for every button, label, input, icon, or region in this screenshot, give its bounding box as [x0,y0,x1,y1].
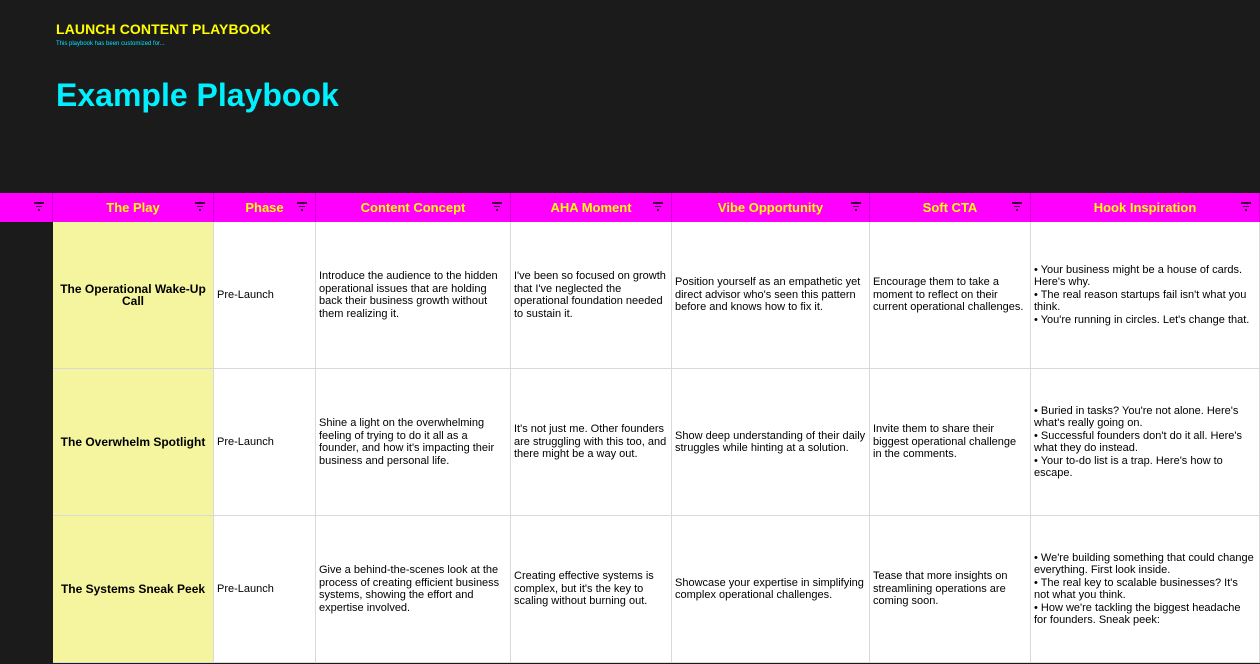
playbook-table [0,193,1260,664]
hook-item: • The real key to scalable businesses? It's not what you think. [1034,576,1238,601]
customized-for-subtitle: This playbook has been customized for... [56,41,165,47]
hook-item: • The real reason startups fail isn't what you think. [1034,288,1247,314]
hook-item: • Buried in tasks? You're not alone. Here's what's really going on. [1034,404,1239,429]
column-header-label: Hook Inspiration [1093,200,1197,215]
hook-item: • We're building something that could change everything. First look inside. [1034,551,1254,576]
cell-hook-inspiration[interactable] [1031,222,1260,369]
cell-content-concept[interactable]: Introduce the audience to the hidden operational issues that are holding back their business growth without them realizing it. [316,222,511,369]
cell-content-concept[interactable]: Give a behind-the-scenes look at the process of creating efficient business systems, showing the effort and expertise involved. [316,516,511,663]
column-header-aha-moment[interactable] [511,193,672,222]
hook-list [1034,552,1256,627]
cell-the-play[interactable]: The Systems Sneak Peek [53,516,214,663]
cell-phase[interactable]: Pre-Launch [214,222,316,369]
cell-vibe-opportunity[interactable]: Show deep understanding of their daily struggles while hinting at a solution. [672,369,870,516]
cell-aha-moment[interactable]: I've been so focused on growth that I've neglected the operational foundation needed to sustain it. [511,222,672,369]
hook-item: • Your to-do list is a trap. Here's how to escape. [1034,454,1223,479]
cell-aha-moment[interactable]: It's not just me. Other founders are struggling with this too, and there might be a way out. [511,369,672,516]
table-body [0,222,1260,663]
hook-item: • How we're tackling the biggest headache for founders. Sneak peek: [1034,601,1241,626]
cell-soft-cta[interactable]: Tease that more insights on streamlining operations are coming soon. [870,516,1031,663]
column-header-the-play[interactable] [53,193,214,222]
hook-item: • Your business might be a house of cards. Here's why. [1034,263,1243,289]
row-gutter[interactable] [0,369,53,516]
cell-content-concept[interactable]: Shine a light on the overwhelming feeling of trying to do it all as a founder, and how it's impacting their business and personal life. [316,369,511,516]
table-header-row [0,193,1260,222]
filter-icon[interactable] [1012,202,1022,212]
table-row [0,222,1260,369]
cell-vibe-opportunity[interactable]: Showcase your expertise in simplifying complex operational challenges. [672,516,870,663]
filter-icon[interactable] [195,202,205,212]
cell-hook-inspiration[interactable] [1031,516,1260,663]
column-header-hook-inspiration[interactable] [1031,193,1260,222]
cell-vibe-opportunity[interactable]: Position yourself as an empathetic yet direct advisor who's seen this pattern before and knows how to fix it. [672,222,870,369]
column-header-gutter[interactable] [0,193,53,222]
row-gutter[interactable] [0,222,53,369]
column-header-soft-cta[interactable] [870,193,1031,222]
hook-item: • Successful founders don't do it all. Here's what they do instead. [1034,429,1242,454]
table-row [0,369,1260,516]
filter-icon[interactable] [34,202,44,212]
cell-phase[interactable]: Pre-Launch [214,369,316,516]
filter-icon[interactable] [297,202,307,212]
table-row [0,516,1260,663]
column-header-label: Vibe Opportunity [717,200,824,215]
page-title: Example Playbook [56,77,339,113]
cell-the-play[interactable]: The Operational Wake-Up Call [53,222,214,369]
filter-icon[interactable] [851,202,861,212]
column-header-label: Phase [245,200,284,215]
cell-soft-cta[interactable]: Encourage them to take a moment to reflect on their current operational challenges. [870,222,1031,369]
page-header [0,0,1260,193]
column-header-label: Content Concept [360,200,466,215]
column-header-label: AHA Moment [550,200,632,215]
column-header-label: The Play [106,200,160,215]
column-header-label: Soft CTA [922,200,978,215]
filter-icon[interactable] [1241,202,1251,212]
hook-list [1034,264,1256,327]
cell-soft-cta[interactable]: Invite them to share their biggest operational challenge in the comments. [870,369,1031,516]
hook-list [1034,405,1256,480]
row-gutter[interactable] [0,516,53,663]
cell-phase[interactable]: Pre-Launch [214,516,316,663]
cell-hook-inspiration[interactable] [1031,369,1260,516]
filter-icon[interactable] [492,202,502,212]
column-header-content-concept[interactable] [316,193,511,222]
cell-aha-moment[interactable]: Creating effective systems is complex, but it's the key to scaling without burning out. [511,516,672,663]
cell-the-play[interactable]: The Overwhelm Spotlight [53,369,214,516]
column-header-phase[interactable] [214,193,316,222]
hook-item: • You're running in circles. Let's change that. [1034,313,1250,326]
column-header-vibe-opportunity[interactable] [672,193,870,222]
filter-icon[interactable] [653,202,663,212]
brand-title: LAUNCH CONTENT PLAYBOOK [56,21,271,37]
